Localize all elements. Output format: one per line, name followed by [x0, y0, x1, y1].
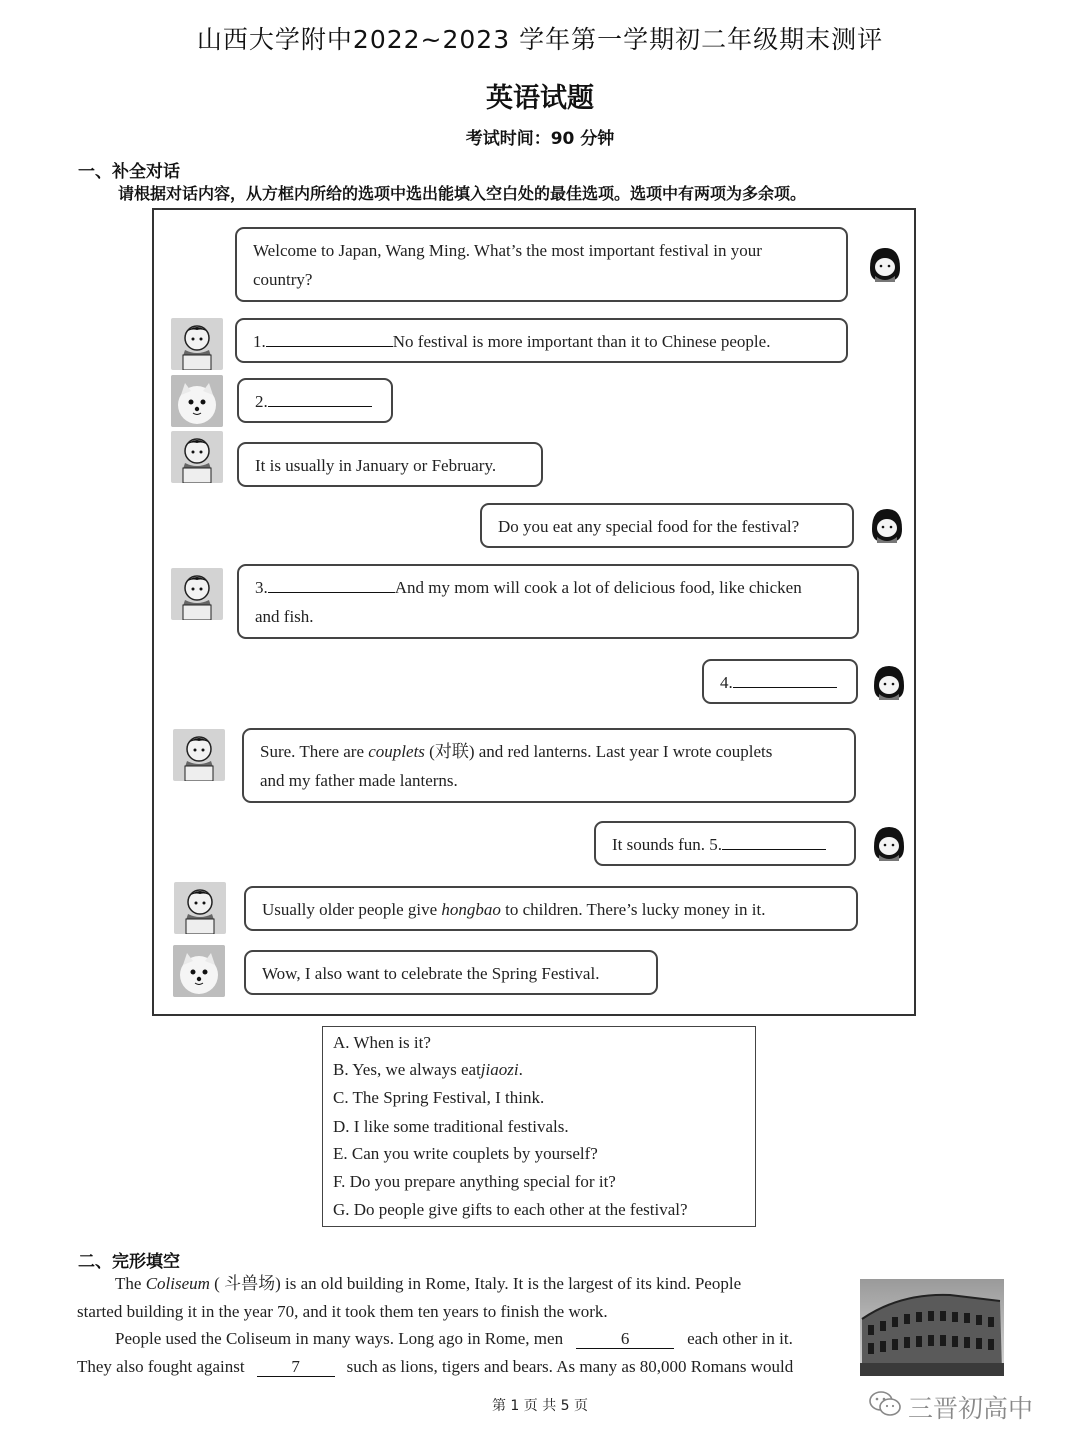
bubble-text: Do you eat any special food for the festival?	[498, 517, 800, 536]
boy-avatar	[173, 729, 225, 781]
girl-avatar	[868, 662, 910, 704]
girl-avatar	[868, 823, 910, 865]
answer-blank-3[interactable]	[268, 575, 395, 593]
wechat-icon	[868, 1390, 902, 1424]
answer-blank-4[interactable]	[733, 670, 837, 688]
bubble-text: and fish.	[255, 607, 314, 626]
boy-avatar	[174, 882, 226, 934]
dialogue-bubble-1	[235, 318, 848, 363]
bubble-text: It sounds fun. 5.	[612, 835, 723, 854]
bubble-text: No festival is more important than it to Chinese people.	[392, 332, 771, 351]
question-number: 2.	[255, 392, 268, 411]
bubble-italic-word: couplets	[368, 742, 425, 761]
answer-blank-1[interactable]	[266, 329, 393, 347]
page-number: 第 1 页 共 5 页	[491, 1398, 589, 1414]
bubble-text: Wow, I also want to celebrate the Spring Festival.	[262, 964, 600, 983]
cloze-blank-6[interactable]: 6	[576, 1330, 674, 1349]
bubble-text: and my father made lanterns.	[260, 771, 458, 790]
section1-instruction: 请根据对话内容，从方框内所给的选项中选出能填入空白处的最佳选项。选项中有两项为多余项。	[118, 184, 807, 203]
dialogue-bubble-3	[237, 442, 543, 487]
option-e: E. Can you write couplets by yourself?	[333, 1144, 598, 1163]
passage-text: People used the Coliseum in many ways. Long ago in Rome, men	[115, 1329, 564, 1348]
dialogue-bubble-9	[244, 886, 858, 931]
option-italic-word: jiaozi	[480, 1060, 519, 1079]
passage-text: ( 斗兽场) is an old building in Rome, Italy. It is the largest of its kind. People	[209, 1274, 742, 1293]
girl-avatar	[866, 505, 908, 547]
option-b	[333, 1060, 523, 1080]
option-d: D. I like some traditional festivals.	[333, 1117, 569, 1136]
exam-time: 考试时间：90 分钟	[465, 129, 615, 149]
passage-line-1	[115, 1274, 741, 1294]
girl-avatar	[864, 244, 906, 286]
coliseum-image	[860, 1279, 1004, 1376]
option-g: G. Do people give gifts to each other at the festival?	[333, 1200, 688, 1219]
bubble-text: It is usually in January or February.	[255, 456, 497, 475]
passage-italic-word: Coliseum	[145, 1274, 210, 1293]
passage-text: such as lions, tigers and bears. As many as 80,000 Romans would	[346, 1357, 794, 1376]
boy-avatar	[171, 431, 223, 483]
watermark-text: 三晋初高中	[908, 1394, 1034, 1423]
dialogue-bubble-5	[237, 564, 859, 639]
option-f: F. Do you prepare anything special for it?	[333, 1172, 616, 1191]
passage-text: The	[115, 1274, 146, 1293]
answer-blank-5[interactable]	[722, 832, 826, 850]
bubble-text: country?	[253, 270, 313, 289]
option-c: C. The Spring Festival, I think.	[333, 1088, 545, 1107]
bubble-text: (对联) and red lanterns. Last year I wrote couplets	[424, 742, 773, 761]
dialogue-bubble-7	[242, 728, 856, 803]
section2-heading: 二、完形填空	[78, 1252, 180, 1272]
dog-avatar	[173, 945, 225, 997]
option-text: B. Yes, we always eat	[333, 1060, 481, 1079]
passage-text: each other in it.	[687, 1329, 793, 1348]
dialogue-bubble-4	[480, 503, 854, 548]
bubble-text: Sure. There are	[260, 742, 369, 761]
passage-line-2: started building it in the year 70, and it took them ten years to finish the work.	[77, 1302, 608, 1321]
option-text: .	[518, 1060, 523, 1079]
options-box	[322, 1026, 756, 1227]
bubble-text: And my mom will cook a lot of delicious food, like chicken	[394, 578, 802, 597]
option-a: A. When is it?	[333, 1033, 431, 1052]
dog-avatar	[171, 375, 223, 427]
question-number: 4.	[720, 673, 733, 692]
dialogue-bubble-6	[702, 659, 858, 704]
boy-avatar	[171, 568, 223, 620]
dialogue-bubble-8	[594, 821, 856, 866]
question-number: 3.	[255, 578, 268, 597]
subject-title: 英语试题	[486, 83, 594, 114]
passage-text: They also fought against	[77, 1357, 245, 1376]
dialogue-bubble-2	[237, 378, 393, 423]
bubble-text: Welcome to Japan, Wang Ming. What’s the most important festival in your	[253, 241, 762, 260]
dialogue-bubble-10	[244, 950, 658, 995]
answer-blank-2[interactable]	[268, 389, 372, 407]
bubble-text: to children. There’s lucky money in it.	[500, 900, 766, 919]
exam-title: 山西大学附中2022~2023 学年第一学期初二年级期末测评	[196, 25, 884, 54]
dialogue-bubble-0	[235, 227, 848, 302]
section1-heading: 一、补全对话	[78, 162, 180, 182]
watermark	[868, 1389, 1033, 1425]
cloze-blank-7[interactable]: 7	[257, 1358, 335, 1377]
passage-line-4	[77, 1357, 793, 1377]
passage-line-3	[115, 1329, 793, 1349]
bubble-italic-word: hongbao	[441, 900, 501, 919]
question-number: 1.	[253, 332, 266, 351]
boy-avatar	[171, 318, 223, 370]
bubble-text: Usually older people give	[262, 900, 442, 919]
